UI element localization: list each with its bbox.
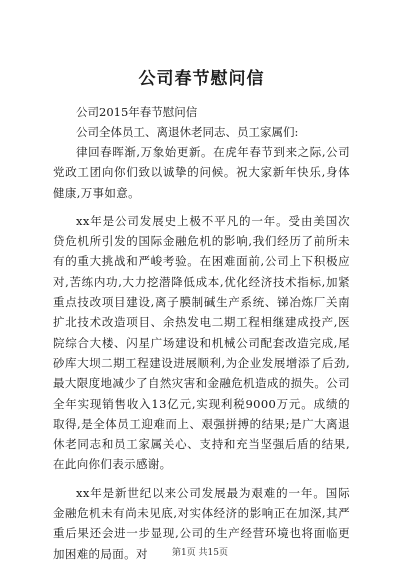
page-footer: 第1页 共15页 xyxy=(171,548,229,558)
document-subtitle: 公司2015年春节慰问信 xyxy=(76,105,198,119)
document-title: 公司春节慰问信 xyxy=(138,69,265,89)
salutation: 公司全体员工、离退休老同志、员工家属们: xyxy=(76,125,299,139)
body-paragraph: xx年是新世纪以来公司发展最为艰难的一年。国际金融危机未有尚未见底,对实体经济的影响正在加深,其严重后果还会进一步显现,公司的生产经营环境也将面临更加困难的局面。对 xyxy=(53,485,350,561)
body-paragraph: 律回春晖渐,万象始更新。在虎年春节到来之际,公司党政工团向你们致以诚挚的问候。祝大家新年快乐,身体健康,万事如意。 xyxy=(53,145,350,200)
body-paragraph: xx年是公司发展史上极不平凡的一年。受由美国次贷危机所引发的国际金融危机的影响,我们经历了前所未有的重大挑战和严峻考验。在困难面前,公司上下积极应对,苦练内功,大力挖潜降低成本,优化经济技术指标,加紧重点技改项目建设,离子膜制碱生产系统、锑冶炼厂关南扩北技术改造项目、余热发电二期工程相继建成投产,医院综合大楼、闪星广场建设和机械公司配套改造完成,尾砂库大坝二期工程建设进展顺利,为企业发展增添了后劲,最大限度地减少了自然灾害和金融危机造成的损失。公司全年实现销售收入13亿元,实现利税9000万元。成绩的取得,是全体员工迎难而上、艰强拼搏的结果;是广大离退休老同志和员工家属关心、支持和充当坚强后盾的结果,在此向你们表示感谢。 xyxy=(53,213,350,472)
